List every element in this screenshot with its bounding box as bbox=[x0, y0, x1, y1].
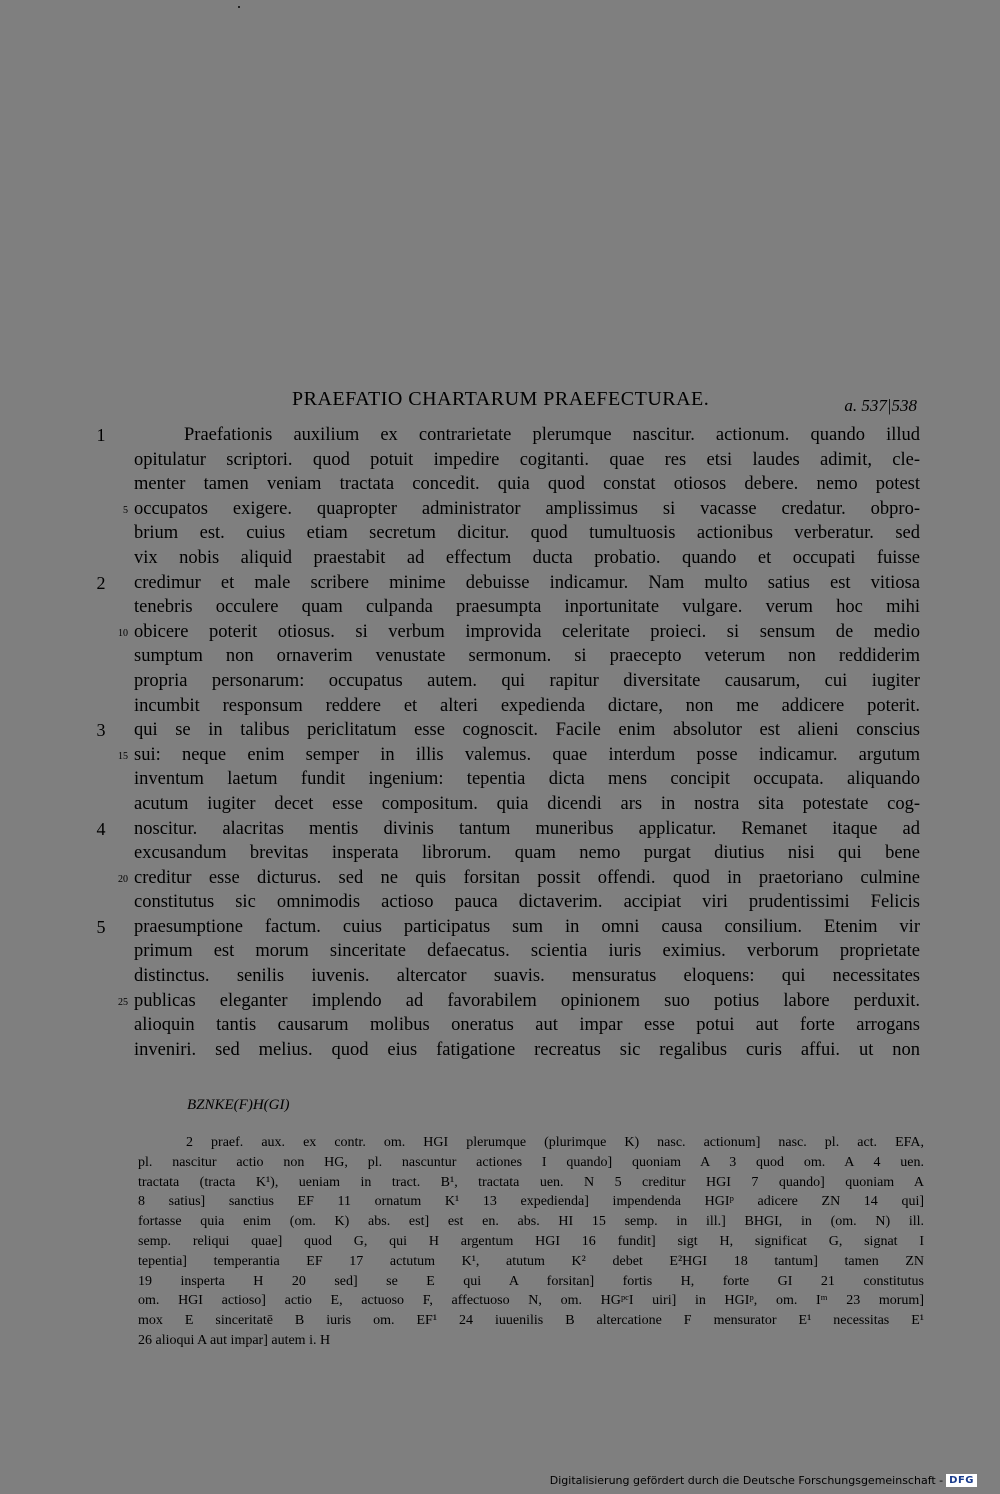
line-text: obicere poterit otiosus. si verbum improvida celeritate proieci. si sensum de medio bbox=[134, 621, 920, 642]
footer-text: Digitalisierung gefördert durch die Deutsche Forschungsgemeinschaft - bbox=[549, 1474, 944, 1487]
page-reference: a. 537|538 bbox=[844, 396, 917, 415]
text-line bbox=[0, 497, 1000, 522]
line-number: 10 bbox=[118, 627, 128, 639]
line-text: inveniri. sed melius. quod eius fatigatione recreatus sic regalibus curis affui. ut non bbox=[134, 1039, 920, 1060]
line-text: noscitur. alacritas mentis divinis tantum muneribus applicatur. Remanet itaque ad bbox=[134, 818, 920, 839]
line-text: menter tamen veniam tractata concedit. quia quod constat otiosos debere. nemo potest bbox=[134, 474, 920, 495]
line-text: incumbit responsum reddere et alteri expedienda dictare, non me addicere poterit. bbox=[134, 695, 920, 716]
section-number: 4 bbox=[96, 818, 106, 839]
apparatus-text: semp. reliqui quae] quod G, qui H argentum HGI 16 fundit] sigt H, significat G, signat I bbox=[138, 1233, 924, 1249]
line-text: creditur esse dicturus. sed ne quis forsitan possit offendi. quod in praetoriano culmine bbox=[134, 867, 920, 888]
text-line bbox=[0, 939, 1000, 964]
line-text: publicas eleganter implendo ad favorabilem opinionem suo potius labore perduxit. bbox=[134, 990, 920, 1011]
text-line bbox=[0, 448, 1000, 473]
text-line bbox=[0, 669, 1000, 694]
apparatus-line bbox=[0, 1212, 1000, 1232]
apparatus-line bbox=[0, 1272, 1000, 1292]
text-line bbox=[0, 792, 1000, 817]
apparatus-text: pl. nascitur actio non HG, pl. nascuntur actiones I quando] quoniam A 3 quod om. A 4 uen. bbox=[138, 1154, 924, 1170]
text-line bbox=[0, 743, 1000, 768]
text-line bbox=[0, 817, 1000, 842]
apparatus-text: mox E sinceritatē B iuris om. EF¹ 24 iuuenilis B altercatione F mensurator E¹ necessitas E¹ bbox=[138, 1313, 924, 1329]
text-line bbox=[0, 989, 1000, 1014]
text-line bbox=[0, 521, 1000, 546]
apparatus-text: 8 satius] sanctius EF 11 ornatum K¹ 13 expedienda] impendenda HGIᵖ adicere ZN 14 qui] bbox=[138, 1194, 924, 1210]
text-line bbox=[0, 595, 1000, 620]
text-line bbox=[0, 964, 1000, 989]
scan-speck bbox=[238, 6, 240, 8]
section-number: 5 bbox=[96, 916, 106, 937]
text-line bbox=[0, 472, 1000, 497]
section-number: 1 bbox=[96, 425, 106, 445]
text-line bbox=[0, 546, 1000, 571]
apparatus-line bbox=[0, 1192, 1000, 1212]
line-text: occupatos exigere. quapropter administrator amplissimus si vacasse credatur. obpro- bbox=[134, 498, 920, 519]
apparatus-text: 26 alioqui A aut impar] autem i. H bbox=[138, 1332, 331, 1348]
text-line bbox=[0, 620, 1000, 645]
text-line bbox=[0, 890, 1000, 915]
line-text: vix nobis aliquid praestabit ad effectum ducta probatio. quando et occupati fuisse bbox=[134, 547, 920, 568]
line-text: opitulatur scriptori. quod potuit impedire cogitanti. quae res etsi laudes adimit, cle- bbox=[134, 449, 920, 470]
apparatus-text: fortasse quia enim (om. K) abs. est] est en. abs. HI 15 semp. in ill.] BHGI, in (om. N) ill. bbox=[138, 1214, 924, 1230]
apparatus-text: tractata (tracta K¹), ueniam in tract. B¹, tractata uen. N 5 creditur HGI 7 quando] quoniam A bbox=[138, 1174, 924, 1190]
text-line bbox=[0, 1038, 1000, 1063]
apparatus-line bbox=[0, 1291, 1000, 1311]
apparatus-text: tepentia] temperantia EF 17 actutum K¹, atutum K² debet E²HGI 18 tantum] tamen ZN bbox=[138, 1253, 924, 1269]
line-text: acutum iugiter decet esse compositum. quia dicendi ars in nostra sita potestate cog- bbox=[134, 793, 920, 814]
page-heading bbox=[0, 388, 1000, 418]
apparatus-line bbox=[0, 1153, 1000, 1173]
manuscript-sigla: BZNKE(F)H(GI) bbox=[187, 1097, 290, 1113]
text-line bbox=[0, 694, 1000, 719]
line-text: sui: neque enim semper in illis valemus. quae interdum posse indicamur. argutum bbox=[134, 744, 920, 765]
text-line bbox=[0, 915, 1000, 940]
section-number: 3 bbox=[96, 720, 106, 741]
apparatus-line bbox=[0, 1133, 1000, 1153]
apparatus-text: 19 insperta H 20 sed] se E qui A forsitan] fortis H, forte GI 21 constitutus bbox=[138, 1273, 924, 1289]
line-text: credimur et male scribere minime debuisse indicamur. Nam multo satius est vitiosa bbox=[134, 572, 920, 593]
text-line bbox=[0, 718, 1000, 743]
text-line bbox=[0, 1013, 1000, 1038]
line-text: Praefationis auxilium ex contrarietate plerumque nascitur. actionum. quando illud bbox=[184, 425, 920, 445]
line-number: 15 bbox=[118, 750, 128, 762]
text-line bbox=[0, 423, 1000, 448]
line-text: praesumptione factum. cuius participatus sum in omni causa consilium. Etenim vir bbox=[134, 916, 920, 937]
line-text: propria personarum: occupatus autem. qui rapitur diversitate causarum, cui iugiter bbox=[134, 670, 920, 691]
line-text: tenebris occulere quam culpanda praesumpta inportunitate vulgare. verum hoc mihi bbox=[134, 597, 920, 618]
apparatus-text: om. HGI actioso] actio E, actuoso F, affectuoso N, om. HGᵖᶜI uiri] in HGIᵖ, om. Iᵐ 23 morum] bbox=[138, 1293, 924, 1309]
apparatus-line bbox=[0, 1232, 1000, 1252]
line-text: primum est morum sinceritate defaecatus. scientia iuris eximius. verborum proprietate bbox=[134, 941, 920, 962]
apparatus-line bbox=[0, 1311, 1000, 1331]
apparatus-text: 2 praef. aux. ex contr. om. HGI plerumque (plurimque K) nasc. actionum] nasc. pl. act. EFA, bbox=[186, 1135, 924, 1150]
apparatus-line bbox=[0, 1173, 1000, 1193]
page-title: PRAEFATIO CHARTARUM PRAEFECTURAE. bbox=[292, 388, 710, 410]
line-text: inventum laetum fundit ingenium: tepentia dicta mens concipit occupata. aliquando bbox=[134, 769, 920, 790]
line-text: qui se in talibus periclitatum esse cognoscit. Facile enim absolutor est alieni conscius bbox=[134, 720, 920, 741]
text-line bbox=[0, 644, 1000, 669]
line-text: brium est. cuius etiam secretum dicitur. quod tumultuosis actionibus verberatur. sed bbox=[134, 523, 920, 544]
text-line bbox=[0, 767, 1000, 792]
text-line bbox=[0, 571, 1000, 596]
line-text: constitutus sic omnimodis actioso pauca dictaverim. accipiat viri prudentissimi Felicis bbox=[134, 892, 920, 913]
line-text: sumptum non ornaverim venustate sermonum. si praecepto veterum non reddiderim bbox=[134, 646, 920, 667]
line-number: 20 bbox=[118, 873, 128, 885]
dfg-logo: DFG bbox=[946, 1474, 977, 1487]
line-text: excusandum brevitas insperata librorum. quam nemo purgat diutius nisi qui bene bbox=[134, 843, 920, 864]
section-number: 2 bbox=[96, 572, 106, 593]
critical-apparatus bbox=[0, 1133, 1000, 1351]
apparatus-line bbox=[0, 1252, 1000, 1272]
line-text: distinctus. senilis iuvenis. altercator suavis. mensuratus eloquens: qui necessitates bbox=[134, 966, 920, 987]
line-text: alioquin tantis causarum molibus oneratus aut impar esse potui aut forte arrogans bbox=[134, 1015, 920, 1036]
apparatus-line bbox=[0, 1331, 1000, 1351]
text-line bbox=[0, 841, 1000, 866]
digitization-footer bbox=[550, 1474, 977, 1487]
text-line bbox=[0, 866, 1000, 891]
line-number: 5 bbox=[123, 504, 128, 516]
main-text bbox=[0, 423, 1000, 1062]
line-number: 25 bbox=[118, 996, 128, 1008]
